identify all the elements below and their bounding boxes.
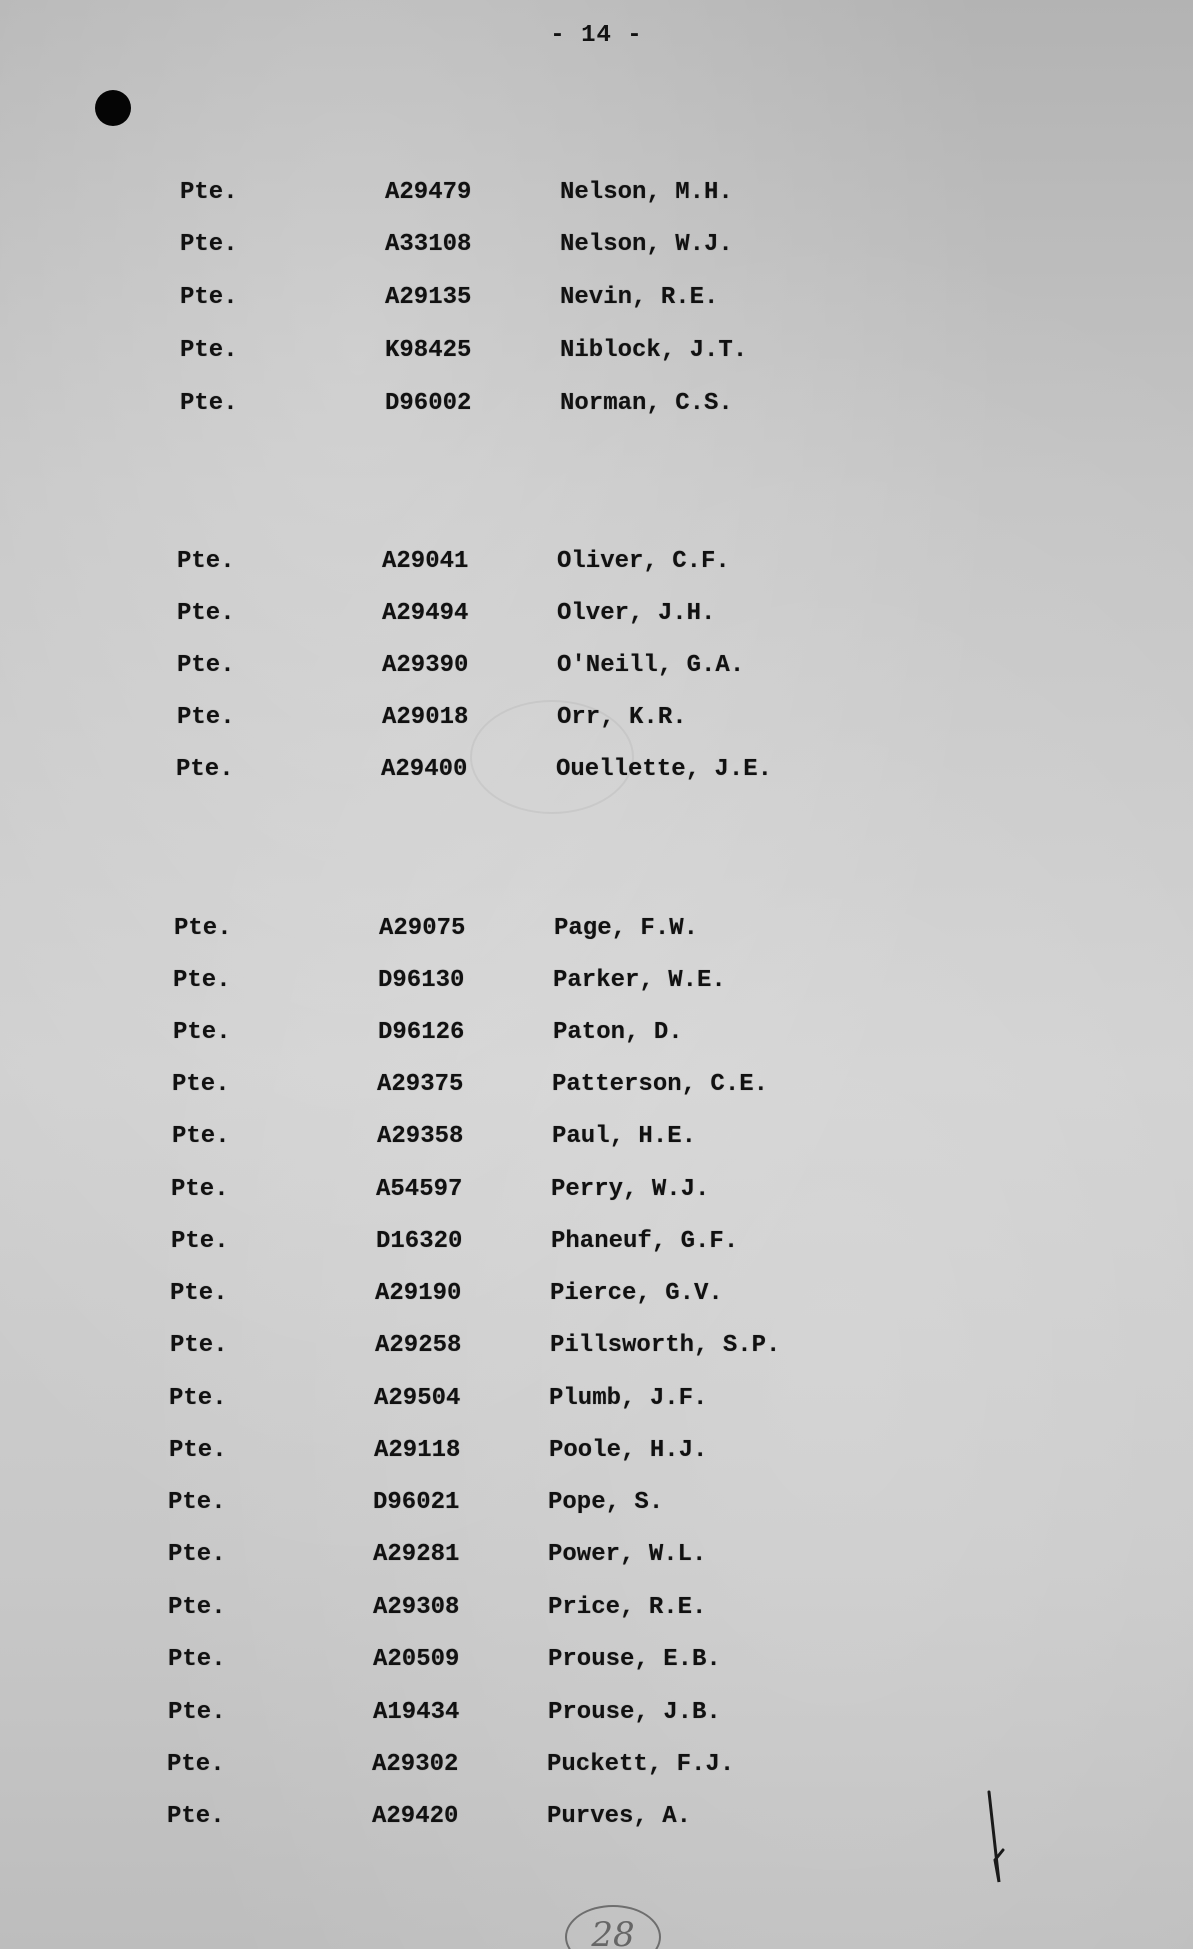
rank: Pte. bbox=[177, 704, 235, 731]
rank: Pte. bbox=[171, 1176, 229, 1203]
rank: Pte. bbox=[180, 231, 238, 258]
soldier-name: Pierce, G.V. bbox=[550, 1280, 723, 1307]
service-number: A29390 bbox=[382, 652, 469, 679]
service-number: A29190 bbox=[375, 1280, 462, 1307]
rank: Pte. bbox=[172, 1123, 230, 1150]
rank: Pte. bbox=[168, 1594, 226, 1621]
soldier-name: Patterson, C.E. bbox=[552, 1071, 769, 1098]
service-number: A29018 bbox=[382, 704, 469, 731]
soldier-name: Pillsworth, S.P. bbox=[550, 1332, 781, 1359]
rank: Pte. bbox=[169, 1385, 227, 1412]
soldier-name: Nelson, M.H. bbox=[560, 179, 733, 206]
rank: Pte. bbox=[168, 1489, 226, 1516]
service-number: D16320 bbox=[376, 1228, 463, 1255]
rank: Pte. bbox=[168, 1699, 226, 1726]
rank: Pte. bbox=[174, 915, 232, 942]
soldier-name: Prouse, J.B. bbox=[548, 1699, 721, 1726]
rank: Pte. bbox=[180, 284, 238, 311]
service-number: A29258 bbox=[375, 1332, 462, 1359]
rank: Pte. bbox=[173, 967, 231, 994]
service-number: A29308 bbox=[373, 1594, 460, 1621]
service-number: A29281 bbox=[373, 1541, 460, 1568]
rank: Pte. bbox=[180, 179, 238, 206]
service-number: A29504 bbox=[374, 1385, 461, 1412]
page-number: - 14 - bbox=[550, 22, 643, 49]
service-number: A33108 bbox=[385, 231, 472, 258]
soldier-name: Orr, K.R. bbox=[557, 704, 687, 731]
service-number: K98425 bbox=[385, 337, 472, 364]
soldier-name: Niblock, J.T. bbox=[560, 337, 748, 364]
rank: Pte. bbox=[172, 1071, 230, 1098]
rank: Pte. bbox=[170, 1280, 228, 1307]
service-number: A29479 bbox=[385, 179, 472, 206]
service-number: A29075 bbox=[379, 915, 466, 942]
service-number: A29358 bbox=[377, 1123, 464, 1150]
rank: Pte. bbox=[169, 1437, 227, 1464]
service-number: A29375 bbox=[377, 1071, 464, 1098]
service-number: A19434 bbox=[373, 1699, 460, 1726]
service-number: A20509 bbox=[373, 1646, 460, 1673]
rank: Pte. bbox=[168, 1646, 226, 1673]
service-number: D96126 bbox=[378, 1019, 465, 1046]
rank: Pte. bbox=[167, 1751, 225, 1778]
soldier-name: Power, W.L. bbox=[548, 1541, 707, 1568]
rank: Pte. bbox=[168, 1541, 226, 1568]
circled-page-number: 28 bbox=[565, 1905, 661, 1949]
soldier-name: Paul, H.E. bbox=[552, 1123, 697, 1150]
rank: Pte. bbox=[176, 756, 234, 783]
service-number: D96130 bbox=[378, 967, 465, 994]
soldier-name: Perry, W.J. bbox=[551, 1176, 710, 1203]
service-number: D96002 bbox=[385, 390, 472, 417]
soldier-name: Nelson, W.J. bbox=[560, 231, 733, 258]
soldier-name: Paton, D. bbox=[553, 1019, 683, 1046]
soldier-name: Ouellette, J.E. bbox=[556, 756, 773, 783]
rank: Pte. bbox=[177, 652, 235, 679]
rank: Pte. bbox=[180, 337, 238, 364]
service-number: D96021 bbox=[373, 1489, 460, 1516]
rank: Pte. bbox=[177, 548, 235, 575]
rank: Pte. bbox=[167, 1803, 225, 1830]
soldier-name: O'Neill, G.A. bbox=[557, 652, 745, 679]
soldier-name: Oliver, C.F. bbox=[557, 548, 730, 575]
soldier-name: Puckett, F.J. bbox=[547, 1751, 735, 1778]
rank: Pte. bbox=[170, 1332, 228, 1359]
service-number: A29400 bbox=[381, 756, 468, 783]
service-number: A29135 bbox=[385, 284, 472, 311]
soldier-name: Purves, A. bbox=[547, 1803, 692, 1830]
soldier-name: Olver, J.H. bbox=[557, 600, 716, 627]
soldier-name: Pope, S. bbox=[548, 1489, 664, 1516]
service-number: A29420 bbox=[372, 1803, 459, 1830]
soldier-name: Phaneuf, G.F. bbox=[551, 1228, 739, 1255]
rank: Pte. bbox=[173, 1019, 231, 1046]
soldier-name: Page, F.W. bbox=[554, 915, 699, 942]
soldier-name: Plumb, J.F. bbox=[549, 1385, 708, 1412]
rank: Pte. bbox=[177, 600, 235, 627]
service-number: A29118 bbox=[374, 1437, 461, 1464]
soldier-name: Norman, C.S. bbox=[560, 390, 733, 417]
service-number: A29041 bbox=[382, 548, 469, 575]
faded-bleedthrough-writing: ​ bbox=[78, 855, 82, 929]
service-number: A29302 bbox=[372, 1751, 459, 1778]
service-number: A54597 bbox=[376, 1176, 463, 1203]
soldier-name: Nevin, R.E. bbox=[560, 284, 719, 311]
soldier-name: Poole, H.J. bbox=[549, 1437, 708, 1464]
soldier-name: Prouse, E.B. bbox=[548, 1646, 721, 1673]
rank: Pte. bbox=[171, 1228, 229, 1255]
handwritten-mark bbox=[985, 1790, 1005, 1890]
soldier-name: Price, R.E. bbox=[548, 1594, 707, 1621]
service-number: A29494 bbox=[382, 600, 469, 627]
soldier-name: Parker, W.E. bbox=[553, 967, 726, 994]
rank: Pte. bbox=[180, 390, 238, 417]
